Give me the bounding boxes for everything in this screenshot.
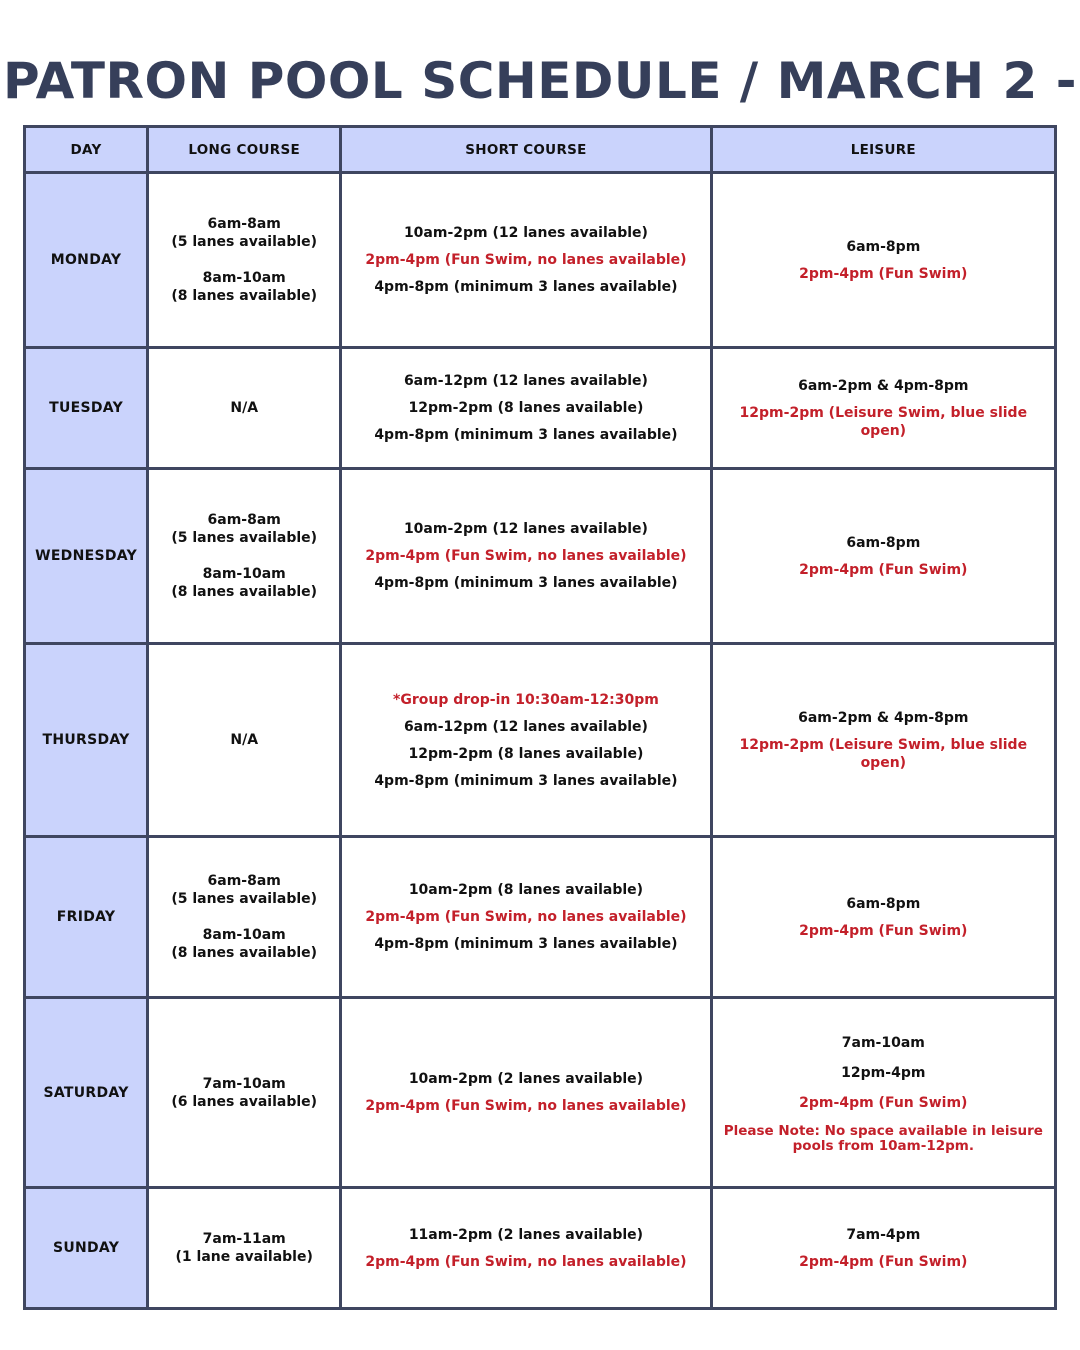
day-cell: FRIDAY bbox=[25, 837, 148, 998]
long-course-cell bbox=[148, 998, 341, 1188]
header-long-course: LONG COURSE bbox=[148, 127, 341, 173]
header-row bbox=[25, 127, 1056, 173]
leisure-slot-fun-swim: 2pm-4pm (Fun Swim) bbox=[799, 1095, 968, 1111]
short-slot: 10am-2pm (8 lanes available) bbox=[408, 882, 644, 898]
leisure-note-line: pools from 10am-12pm. bbox=[792, 1138, 974, 1154]
long-slot bbox=[155, 926, 333, 962]
leisure-slot: 6am-2pm & 4pm-8pm bbox=[798, 377, 969, 394]
short-course-cell bbox=[341, 1188, 711, 1309]
short-slot: 11am-2pm (2 lanes available) bbox=[408, 1226, 644, 1243]
slot-time: 6am-8am bbox=[207, 512, 281, 528]
long-slot bbox=[155, 1230, 333, 1266]
slot-time: 7am-11am bbox=[202, 1231, 286, 1247]
leisure-slot-leisure-swim: 12pm-2pm (Leisure Swim, blue slide open) bbox=[739, 404, 1028, 439]
short-slot: 10am-2pm (12 lanes available) bbox=[403, 521, 648, 537]
schedule-table bbox=[23, 125, 1057, 1310]
leisure-slot: 6am-2pm & 4pm-8pm bbox=[798, 709, 969, 726]
leisure-cell bbox=[711, 644, 1055, 837]
long-course-cell bbox=[148, 1188, 341, 1309]
short-slot: 4pm-8pm (minimum 3 lanes available) bbox=[374, 427, 678, 443]
short-slot: 10am-2pm (2 lanes available) bbox=[408, 1071, 644, 1087]
long-slot bbox=[155, 269, 333, 305]
day-cell: SUNDAY bbox=[25, 1188, 148, 1309]
short-slot: 4pm-8pm (minimum 3 lanes available) bbox=[374, 936, 678, 952]
leisure-cell bbox=[711, 348, 1055, 469]
long-slot bbox=[155, 511, 333, 547]
table-row-friday bbox=[25, 837, 1056, 998]
short-course-cell bbox=[341, 469, 711, 644]
leisure-slot-fun-swim: 2pm-4pm (Fun Swim) bbox=[799, 561, 968, 578]
short-slot: 4pm-8pm (minimum 3 lanes available) bbox=[374, 279, 678, 295]
leisure-slot-leisure-swim: 12pm-2pm (Leisure Swim, blue slide open) bbox=[739, 736, 1028, 771]
leisure-slot-fun-swim: 2pm-4pm (Fun Swim) bbox=[799, 1253, 968, 1270]
slot-time: 6am-8am bbox=[207, 216, 281, 232]
day-cell: THURSDAY bbox=[25, 644, 148, 837]
short-slot: 10am-2pm (12 lanes available) bbox=[403, 225, 648, 241]
short-slot-fun-swim: 2pm-4pm (Fun Swim, no lanes available) bbox=[365, 548, 687, 564]
leisure-cell bbox=[711, 837, 1055, 998]
leisure-slot-fun-swim: 2pm-4pm (Fun Swim) bbox=[799, 922, 968, 939]
slot-lanes: (1 lane available) bbox=[175, 1249, 313, 1265]
table-row-sunday bbox=[25, 1188, 1056, 1309]
short-slot-fun-swim: 2pm-4pm (Fun Swim, no lanes available) bbox=[365, 252, 687, 268]
slot-lanes: (8 lanes available) bbox=[171, 288, 318, 304]
long-slot bbox=[155, 565, 333, 601]
long-slot bbox=[155, 215, 333, 251]
leisure-slot: 7am-10am bbox=[841, 1035, 925, 1051]
slot-time: 8am-10am bbox=[202, 566, 286, 582]
short-slot-fun-swim: 2pm-4pm (Fun Swim, no lanes available) bbox=[365, 1253, 687, 1270]
long-slot bbox=[155, 872, 333, 908]
page-title: PATRON POOL SCHEDULE / MARCH 2 - bbox=[3, 52, 1077, 110]
table-row-wednesday bbox=[25, 469, 1056, 644]
leisure-note-line: Please Note: No space available in leisure bbox=[723, 1123, 1043, 1139]
leisure-slot: 6am-8pm bbox=[846, 238, 921, 255]
leisure-slot: 6am-8pm bbox=[846, 534, 921, 551]
leisure-cell bbox=[711, 469, 1055, 644]
short-slot-group-drop-in: *Group drop-in 10:30am-12:30pm bbox=[393, 691, 659, 708]
header-leisure: LEISURE bbox=[711, 127, 1055, 173]
leisure-cell bbox=[711, 998, 1055, 1188]
day-cell: MONDAY bbox=[25, 173, 148, 348]
short-slot: 4pm-8pm (minimum 3 lanes available) bbox=[374, 575, 678, 591]
leisure-cell bbox=[711, 1188, 1055, 1309]
header-short-course: SHORT COURSE bbox=[341, 127, 711, 173]
table-row-tuesday bbox=[25, 348, 1056, 469]
slot-lanes: (5 lanes available) bbox=[171, 530, 318, 546]
leisure-cell bbox=[711, 173, 1055, 348]
long-course-cell bbox=[148, 837, 341, 998]
slot-lanes: (6 lanes available) bbox=[171, 1093, 318, 1110]
table-row-saturday bbox=[25, 998, 1056, 1188]
slot-time: 7am-10am bbox=[202, 1075, 286, 1092]
leisure-slot: 6am-8pm bbox=[846, 895, 921, 912]
leisure-slot-fun-swim: 2pm-4pm (Fun Swim) bbox=[799, 265, 968, 282]
leisure-note bbox=[719, 1124, 1048, 1154]
short-slot: 12pm-2pm (8 lanes available) bbox=[408, 745, 644, 762]
short-slot: 4pm-8pm (minimum 3 lanes available) bbox=[374, 772, 678, 789]
long-course-cell: N/A bbox=[148, 348, 341, 469]
slot-lanes: (8 lanes available) bbox=[171, 945, 318, 961]
header-day: DAY bbox=[25, 127, 148, 173]
day-cell: TUESDAY bbox=[25, 348, 148, 469]
short-slot: 6am-12pm (12 lanes available) bbox=[403, 373, 648, 389]
slot-time: 8am-10am bbox=[202, 927, 286, 943]
long-course-cell bbox=[148, 469, 341, 644]
table-row-thursday bbox=[25, 644, 1056, 837]
short-slot-fun-swim: 2pm-4pm (Fun Swim, no lanes available) bbox=[365, 909, 687, 925]
short-slot-fun-swim: 2pm-4pm (Fun Swim, no lanes available) bbox=[365, 1098, 687, 1114]
day-cell: WEDNESDAY bbox=[25, 469, 148, 644]
table-row-monday bbox=[25, 173, 1056, 348]
short-course-cell bbox=[341, 348, 711, 469]
short-course-cell bbox=[341, 173, 711, 348]
slot-lanes: (8 lanes available) bbox=[171, 584, 318, 600]
short-slot: 6am-12pm (12 lanes available) bbox=[403, 718, 648, 735]
short-course-cell bbox=[341, 998, 711, 1188]
slot-lanes: (5 lanes available) bbox=[171, 234, 318, 250]
short-slot: 12pm-2pm (8 lanes available) bbox=[408, 400, 644, 416]
long-course-cell: N/A bbox=[148, 644, 341, 837]
long-course-cell bbox=[148, 173, 341, 348]
slot-lanes: (5 lanes available) bbox=[171, 891, 318, 907]
slot-time: 8am-10am bbox=[202, 270, 286, 286]
short-course-cell bbox=[341, 837, 711, 998]
leisure-slot: 7am-4pm bbox=[846, 1226, 921, 1243]
slot-time: 6am-8am bbox=[207, 873, 281, 889]
leisure-slot: 12pm-4pm bbox=[841, 1065, 926, 1081]
day-cell: SATURDAY bbox=[25, 998, 148, 1188]
long-slot bbox=[155, 1075, 333, 1111]
short-course-cell bbox=[341, 644, 711, 837]
